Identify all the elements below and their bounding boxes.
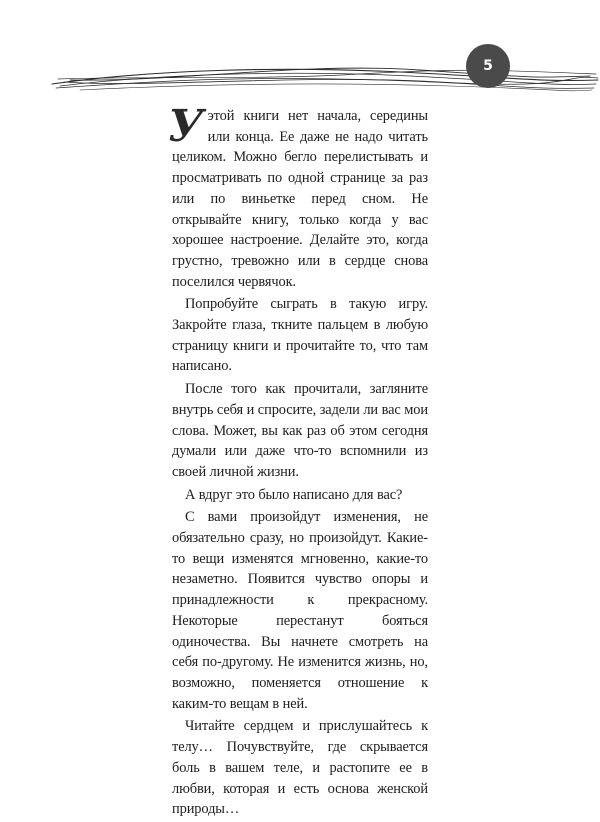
page-number: 5: [483, 58, 493, 74]
paragraph: Попробуйте сыграть в такую игру. Закройте глаза, ткните пальцем в любую страницу книги и прочитайте то, что там написано.: [172, 296, 428, 375]
header-wavy-lines-icon: [0, 0, 600, 110]
drop-cap: У: [168, 101, 204, 152]
paragraph: Читайте сердцем и прислушайтесь к телу… Почувствуйте, где скрывается боль в вашем теле, и растопите ее в любви, которая и есть основа женской природы…: [172, 718, 428, 818]
text-block: [168, 101, 428, 822]
paragraph: С вами произойдут изменения, не обязательно сразу, но произойдут. Какие-то вещи изменятся мгновенно, какие-то незаметно. Появится чувство опоры и принадлежности к прекрасному. Некоторые перестанут бояться одиночества. Вы начнете смотреть на себя по-другому. Не изменится жизнь, но, возможно, поменяется отношение к каким-то вещам в ней.: [172, 509, 428, 712]
paragraph: После того как прочитали, загляните внутрь себя и спросите, задели ли вас мои слова. Может, вы как раз об этом сегодня думали или даже что-то вспомнили из своей личной жизни.: [172, 381, 428, 480]
paragraph-text: этой книги нет начала, середины или конца. Ее даже не надо читать целиком. Можно бегло перелистывать и просматривать по одной странице за раз или по виньетке перед сном. Не открывайте книгу, только когда у вас хорошее настроение. Делайте это, когда грустно, тревожно или в сердце снова поселился червячок.: [172, 108, 428, 290]
paragraph: А вдруг это было написано для вас?: [185, 486, 403, 503]
paragraph: [168, 101, 428, 292]
page-number-badge: [466, 44, 510, 88]
